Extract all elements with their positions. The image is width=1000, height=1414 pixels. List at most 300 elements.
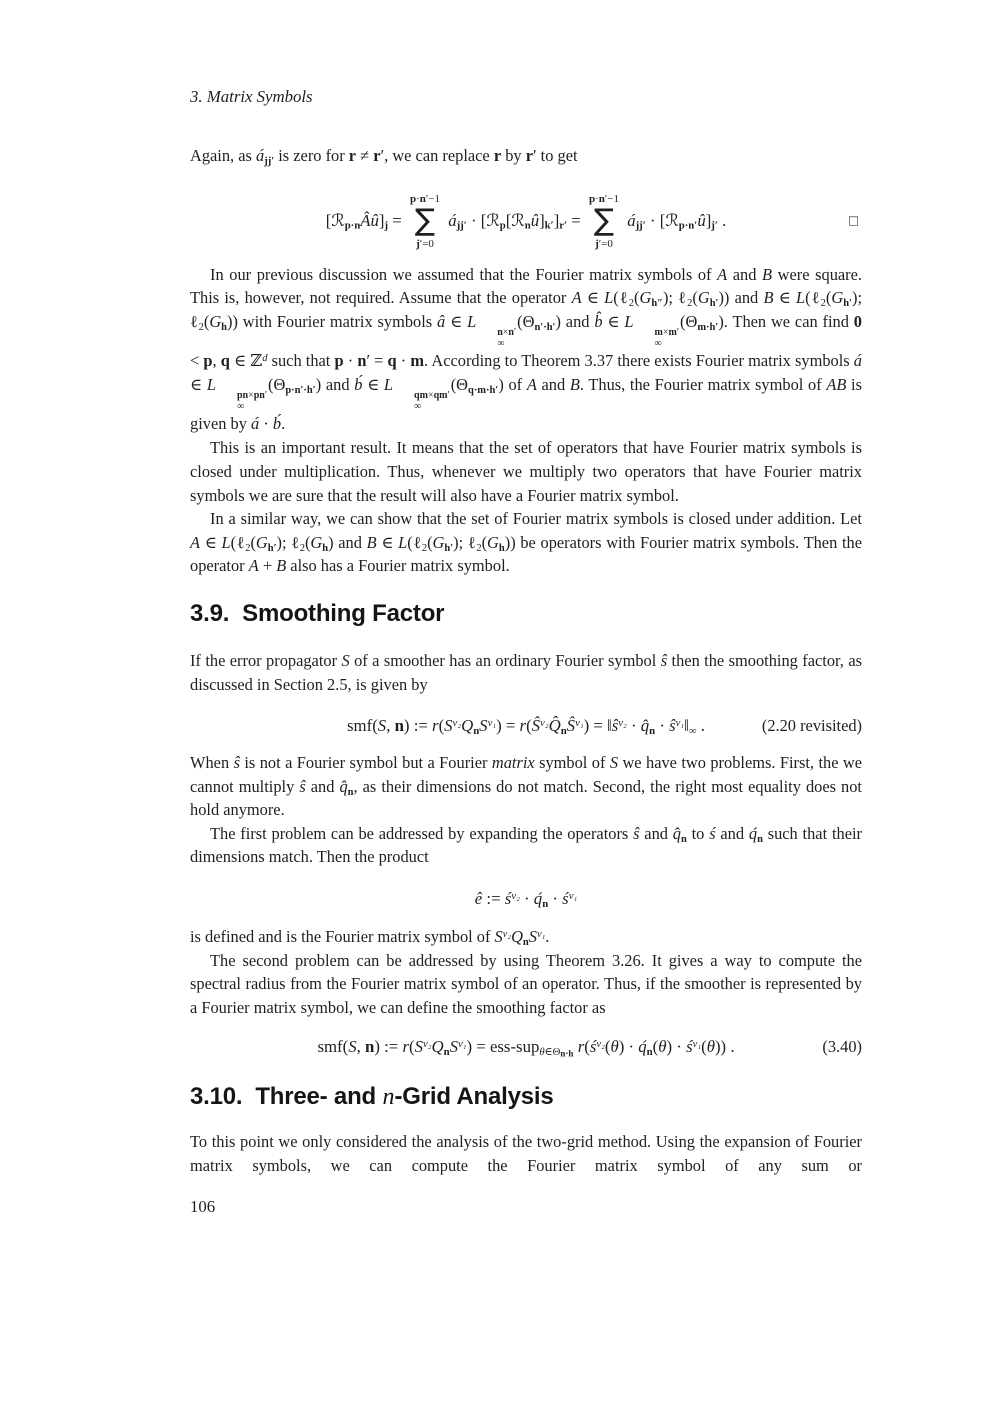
text-run: q́ (638, 1037, 647, 1057)
text-run: S (341, 650, 350, 670)
text-run: . (281, 413, 286, 433)
text-run: ( (692, 288, 698, 308)
paragraph-previous-discussion (190, 263, 862, 436)
text-run: ŝ (660, 650, 668, 670)
text-run: ( (701, 1037, 707, 1057)
text-run: ) := (403, 716, 433, 736)
text-run: θ (539, 1046, 545, 1059)
text-run: (Θ (517, 311, 535, 331)
text-run: n·h (560, 1049, 574, 1060)
text-run: G (487, 532, 499, 552)
subscript (477, 338, 504, 349)
text-run: symbol of (534, 753, 610, 773)
text-run: ś (589, 1037, 597, 1057)
text-run: (Θ (450, 374, 468, 394)
text-run: [ℛ (505, 210, 525, 230)
text-run: (Θ (268, 374, 286, 394)
equation-label: (2.20 revisited) (761, 716, 862, 736)
text-run: · [ℛ (466, 210, 500, 230)
text-run: j (416, 237, 420, 250)
text-run: ( (584, 1037, 590, 1057)
text-run: L (624, 311, 634, 331)
stacked-script (217, 390, 267, 412)
text-run: ν₁ (575, 717, 584, 730)
text-run: smf( (317, 1037, 349, 1057)
text-run: · (416, 192, 420, 205)
text-run: ( (304, 532, 311, 552)
text-run: is not a Fourier symbol but a Fourier (239, 753, 492, 773)
text-run: h′ (709, 298, 719, 310)
text-run: (ℓ (407, 532, 422, 552)
text-run: G (255, 532, 268, 552)
text-run: ŝ (299, 776, 306, 796)
text-run: S (414, 1037, 423, 1057)
text-run: r (493, 146, 502, 165)
text-run: When (190, 753, 234, 773)
text-run: S (348, 1037, 357, 1057)
section-heading-3-10 (190, 1083, 862, 1111)
text-run: pn (236, 389, 249, 401)
text-run: ] (553, 210, 560, 230)
text-run: ) and (555, 311, 595, 331)
text-run: ∈ (773, 288, 796, 308)
paragraph-when-s-hat (190, 751, 862, 822)
text-run: û (530, 210, 540, 230)
text-run: á (448, 210, 457, 230)
text-run: G (209, 311, 222, 331)
text-run: and (305, 776, 340, 796)
text-run: < (190, 350, 204, 370)
text-run: · (626, 716, 641, 736)
display-equation-restriction (190, 183, 862, 261)
text-run: S (479, 716, 488, 736)
sigma-glyph: ∑ (593, 203, 615, 239)
text-run: If the error propagator (190, 650, 342, 670)
superscript (635, 327, 680, 338)
text-run: ( (652, 1037, 659, 1057)
text-run: is zero for (274, 146, 349, 165)
text-run: Â (360, 210, 371, 230)
text-run: L (398, 532, 408, 552)
text-run: ( (604, 1037, 611, 1057)
text-run: h (498, 542, 505, 554)
text-run: and (536, 374, 570, 394)
text-run: · [ℛ (645, 210, 679, 230)
text-run: n (347, 786, 354, 798)
text-run: r (519, 716, 527, 736)
text-run: ν₂ (618, 717, 627, 730)
text-run: r′ (559, 219, 568, 232)
text-run: , (212, 350, 221, 370)
text-run: G (831, 288, 844, 308)
paragraph-similar-way (190, 507, 862, 578)
text-run: ( (408, 1037, 415, 1057)
text-run: ); ℓ (662, 288, 688, 308)
text-run: ′−1 (425, 192, 440, 205)
text-run: n (365, 1037, 375, 1057)
text-run: := (482, 889, 505, 909)
text-run: r (577, 1037, 585, 1057)
text-run: , as their dimensions do not match. Second, the right most equality does not hold anymore. (190, 776, 862, 820)
text-run: r (402, 1037, 409, 1057)
text-run: ′−1 (604, 192, 619, 205)
text-run: B (366, 532, 377, 552)
text-run: h′ (267, 542, 277, 554)
text-run: b́ (354, 374, 363, 394)
text-run: n (522, 936, 529, 948)
text-run: qm (414, 389, 428, 401)
text-run: B (763, 288, 774, 308)
text-run: ν₂ (540, 717, 549, 730)
text-run: we have two problems. First, the we cannot multiply (190, 753, 863, 796)
text-run: q (220, 350, 230, 370)
text-run: n′·h′ (534, 321, 556, 333)
text-run: A (717, 264, 728, 284)
text-run: pn (253, 389, 265, 401)
text-run: . According to Theorem 3.37 there exists Fourier matrix symbols (424, 350, 854, 370)
text-run: j (595, 237, 599, 250)
text-run: ∞ (236, 400, 245, 412)
text-run: G (639, 288, 652, 308)
text-run: j′ (711, 219, 718, 232)
text-run: ν₂ (511, 890, 520, 903)
section-heading-3-9 (190, 600, 862, 628)
text-run: h′ (444, 542, 454, 554)
text-run: ( (438, 716, 445, 736)
qed-box: □ (848, 213, 858, 230)
text-run: is defined and is the Fourier matrix symbol of (190, 927, 495, 947)
text-run: n (443, 1046, 450, 1059)
text-run: × (502, 326, 509, 338)
text-run: ≠ (356, 146, 374, 165)
text-run: ν₁ (536, 929, 546, 941)
text-run: ( (825, 288, 832, 308)
subscript (635, 338, 662, 349)
text-run: of a smoother has an ordinary Fourier symbol (349, 650, 661, 670)
text-run: -Grid Analysis (394, 1083, 554, 1111)
text-run: b́ (272, 413, 282, 433)
text-run: · (259, 413, 273, 433)
text-run: The second problem can be addressed by using Theorem 3.26. It gives a way to compute the spectral radius from the Fourier matrix symbol of an operator. Thus, if the smoother is represented by a Fourier matrix symbol, we can define the smoothing factor as (190, 950, 862, 1017)
text-run: L (221, 532, 231, 552)
text-run: ŝ (669, 716, 676, 736)
text-run: h (322, 542, 329, 554)
text-run: ν₁ (457, 1038, 467, 1051)
text-run: q̂ (339, 776, 348, 796)
text-run: ) · (666, 1037, 687, 1057)
text-run: by (501, 146, 526, 165)
stacked-script (394, 390, 450, 412)
text-run: n (497, 326, 503, 338)
text-run: S (494, 927, 503, 947)
text-run: · (519, 889, 534, 909)
text-run: to (686, 823, 710, 843)
text-run: and (715, 823, 749, 843)
text-run: ) = ‖ (583, 716, 612, 736)
text-run: To this point we only considered the analysis of the two-grid method. Using the expansion of Fourier matrix symbols, we can compute the Fourier matrix symbol of any sum or (190, 1132, 862, 1176)
text-run: A (526, 374, 537, 394)
display-equation-2-20 (190, 706, 862, 746)
text-run: ) := (374, 1037, 403, 1057)
text-run: q̂ (640, 716, 650, 736)
text-run: [ℛ (325, 210, 345, 230)
text-run: . (717, 210, 727, 230)
stacked-script (477, 327, 516, 349)
text-run: The first problem can be addressed by expanding the operators (210, 823, 634, 843)
text-run: )) be operators with Fourier matrix symbols. Then the operator (190, 532, 862, 576)
text-run: In our previous discussion we assumed that the Fourier matrix symbols of (210, 264, 718, 284)
text-run: ∈ (376, 532, 399, 552)
text-run: · (655, 716, 670, 736)
text-run: · (595, 192, 599, 205)
text-run: ) and (315, 374, 355, 394)
paragraph-second-problem (190, 949, 862, 1020)
text-run: 3.9. Smoothing Factor (190, 599, 445, 627)
paragraph-again (190, 144, 862, 168)
subscript (217, 401, 244, 412)
text-run: á (251, 413, 260, 433)
text-run: p (499, 219, 506, 232)
text-run: h (221, 321, 228, 333)
text-run: 2 (421, 542, 428, 554)
text-run: This is an important result. It means that the set of operators that have Fourier matrix symbols is closed under multiplication. Thus, whenever we multiply two operators that have Fourier matrix symbols we are sure that the result will also have a Fourier matrix symbol. (190, 438, 862, 505)
text-run: ∈Θ (544, 1046, 561, 1059)
running-header-text: 3. Matrix Symbols (190, 87, 313, 106)
text-run: 2 (476, 542, 482, 554)
text-run: ] (705, 210, 712, 230)
text-run: L (206, 374, 216, 394)
text-run: ∞ (414, 400, 422, 412)
text-run: ). Then we can find (718, 311, 854, 331)
paragraph-important-result (190, 436, 862, 507)
text-run: ν₂ (422, 1038, 432, 1051)
text-run: (ℓ (230, 532, 246, 552)
text-run: ( (250, 532, 256, 552)
text-run: ś (562, 889, 569, 909)
text-run: ′ (513, 326, 517, 338)
text-run: ′=0 (598, 237, 613, 250)
text-run: n (419, 192, 426, 205)
summation-symbol (410, 193, 440, 251)
text-run: p (334, 350, 344, 370)
text-run: L (604, 288, 614, 308)
subscript (394, 401, 421, 412)
paragraph-first-problem (190, 822, 862, 869)
equation-content (326, 193, 727, 251)
text-run: ∈ (581, 288, 605, 308)
text-run: matrix (491, 753, 535, 773)
text-run: ν₂ (596, 1038, 605, 1051)
text-run: ∞ (654, 337, 662, 349)
text-run: )) with Fourier matrix symbols (227, 311, 438, 331)
equation-label: (3.40) (822, 1037, 862, 1057)
text-run: ) · (618, 1037, 639, 1057)
text-run: G (697, 288, 710, 308)
text-run: ); ℓ (453, 532, 477, 552)
text-run: B (276, 556, 287, 576)
text-run: such that (267, 350, 335, 370)
sum-lower-limit (595, 238, 613, 251)
text-run: qm (433, 389, 448, 401)
text-run: B (762, 264, 773, 284)
text-run: θ (658, 1037, 667, 1057)
text-run: ŝ (611, 716, 619, 736)
text-run: . Thus, the Fourier matrix symbol of (579, 374, 827, 394)
text-run: ′, we can replace (380, 146, 494, 165)
text-run: 3.10. Three- and (190, 1083, 383, 1111)
text-run: ] (378, 210, 385, 230)
text-run: ( (526, 716, 532, 736)
paragraph-is-defined (190, 925, 862, 949)
text-run: Q (461, 716, 474, 736)
text-run: p (203, 350, 213, 370)
text-run: A (190, 532, 201, 552)
text-run: ∈ (200, 532, 222, 552)
page-number: 106 (190, 1197, 216, 1216)
text-run: · (343, 350, 358, 370)
text-run: Q̂ (548, 716, 561, 736)
text-run: A (571, 288, 582, 308)
text-run: then the smoothing factor, as discussed in Section 2.5, is given by (190, 650, 862, 694)
superscript (217, 390, 267, 401)
text-run: G (432, 532, 445, 552)
sigma-glyph: ∑ (414, 203, 436, 239)
text-run: h″ (651, 298, 663, 310)
text-run: û (370, 210, 379, 230)
text-run: 2 (198, 321, 204, 333)
text-run: jj′ (635, 219, 646, 232)
text-run: S (377, 716, 387, 736)
text-run: n (357, 350, 367, 370)
text-run: were square. This is, however, not required. Assume that the operator (190, 264, 862, 308)
text-run: × (662, 326, 669, 338)
text-run: ∞ (497, 337, 505, 349)
text-run: = (567, 210, 585, 230)
text-run: ∞ (688, 724, 697, 737)
text-run: , (356, 1037, 365, 1057)
text-run: ś (709, 823, 716, 843)
text-run: ν₁ (568, 890, 578, 903)
text-run: and (727, 264, 763, 284)
text-run: S (528, 927, 537, 947)
text-run: q́ (748, 823, 758, 843)
text-run: m·h′ (697, 321, 719, 333)
text-run: In a similar way, we can show that the set of Fourier matrix symbols is closed under addition. Let (210, 509, 862, 529)
text-run: . (545, 927, 550, 947)
text-run: (Θ (680, 311, 698, 331)
text-run: 2 (820, 298, 826, 310)
text-run: q̂ (672, 823, 681, 843)
text-run: θ (706, 1037, 715, 1057)
text-run: m (410, 350, 425, 370)
text-run: ′ = (366, 350, 388, 370)
text-run: (ℓ (805, 288, 821, 308)
text-run: ν₂ (502, 929, 512, 941)
text-run: ′ to get (532, 146, 578, 165)
equation-content (317, 1037, 735, 1060)
display-equation-e-product (190, 881, 862, 917)
text-run: S (444, 716, 453, 736)
text-run: )) and (718, 288, 764, 308)
text-run: . (696, 716, 705, 736)
text-run: and (639, 823, 673, 843)
text-run: q·m·h′ (467, 384, 499, 396)
text-run: jj′ (456, 219, 467, 232)
text-run: n (542, 897, 549, 910)
text-run: is given by (190, 374, 862, 433)
text-run: ν₁ (692, 1038, 702, 1051)
text-run: á (256, 146, 265, 165)
text-run: ν₁ (487, 717, 497, 730)
text-run: ); ℓ (276, 532, 300, 552)
text-run: = (388, 210, 406, 230)
text-run: Ŝ (566, 716, 576, 736)
text-run: B (569, 374, 580, 394)
text-run: · (548, 889, 563, 909)
text-run: n (394, 716, 404, 736)
text-run: ( (634, 288, 640, 308)
text-run: r (348, 146, 357, 165)
text-run: smf( (347, 716, 378, 736)
text-run: Again, as (190, 146, 257, 165)
text-run: AB (826, 374, 847, 394)
running-header (190, 87, 313, 107)
text-run: S (609, 753, 619, 773)
text-run: n (382, 1084, 395, 1111)
paragraph-error-propagator (190, 649, 862, 696)
text-run: q (387, 350, 397, 370)
stacked-script (635, 327, 680, 349)
text-run: ); ℓ (190, 288, 862, 331)
text-run: , (386, 716, 395, 736)
text-run: L (467, 311, 477, 331)
text-run: ŝ (233, 753, 240, 773)
text-run: A (248, 556, 259, 576)
text-run: n (598, 192, 605, 205)
text-run: û (697, 210, 706, 230)
text-run: ′=0 (419, 237, 434, 250)
text-run: ś (504, 889, 512, 909)
text-run: ‖ (684, 716, 689, 736)
text-run: r (373, 146, 381, 165)
text-run: ′ (447, 389, 450, 401)
text-run: such that their dimensions match. Then the product (190, 823, 862, 867)
text-run: ( (203, 311, 210, 331)
text-run: ) = (496, 716, 520, 736)
text-run: m (654, 326, 663, 338)
text-run: ν₂ (452, 717, 462, 730)
sum-lower-limit (416, 238, 434, 251)
text-run: G (310, 532, 323, 552)
text-run: ( (427, 532, 433, 552)
superscript (477, 327, 516, 338)
text-run: â (437, 311, 446, 331)
text-run: b̂ (594, 311, 603, 331)
text-run: ∈ (602, 311, 625, 331)
text-run: n (757, 833, 763, 845)
text-run: r (432, 716, 439, 736)
text-run: × (427, 389, 434, 401)
text-run: 2 (687, 298, 693, 310)
text-run: á (853, 350, 862, 370)
text-run: n (560, 724, 567, 737)
text-run: θ (610, 1037, 619, 1057)
text-run: ) = ess-sup (466, 1037, 540, 1057)
text-run: (ℓ (613, 288, 629, 308)
text-run: L (796, 288, 806, 308)
text-run: p·n (344, 219, 361, 232)
text-run: h′ (843, 298, 852, 310)
